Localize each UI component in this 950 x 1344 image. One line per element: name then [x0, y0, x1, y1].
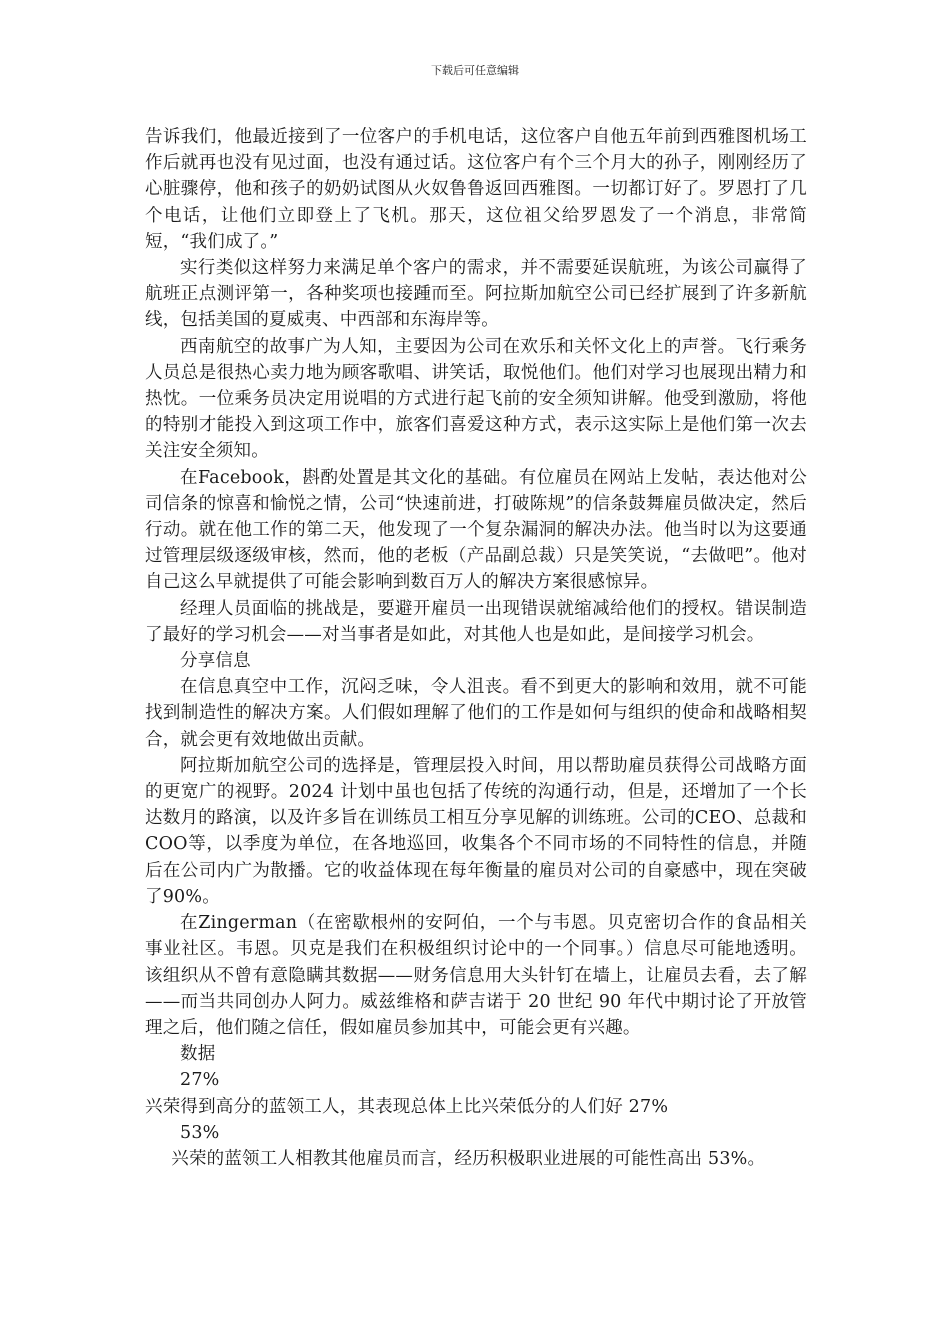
paragraph-4: 在Facebook，斟酌处置是其文化的基础。有位雇员在网站上发帖，表达他对公司信条的惊喜和愉悦之情，公司“快速前进，打破陈规”的信条鼓舞雇员做决定，然后行动。就在他工作的第二天，他发现了一个复杂漏洞的解决办法。他当时以为这要通过管理层级逐级审核，然而，他的老板（产品副总裁）只是笑笑说，“去做吧”。他对自己这么早就提供了可能会影响到数百万人的解决方案很感惊异。: [145, 467, 807, 593]
paragraph-2: 实行类似这样努力来满足单个客户的需求，并不需要延误航班，为该公司赢得了航班正点测评第一，各种奖项也接踵而至。阿拉斯加航空公司已经扩展到了许多新航线，包括美国的夏威夷、中西部和东海岸等。: [145, 258, 807, 331]
section-heading-data: 数据: [180, 1044, 216, 1065]
paragraph-7: 阿拉斯加航空公司的选择是，管理层投入时间，用以帮助雇员获得公司战略方面的更宽广的视野。2024 计划中虽也包括了传统的沟通行动，但是，还增加了一个长达数月的路演，以及许多旨在训练员工相互分享见解的训练班。公司的CEO、总裁和COO等，以季度为单位，在各地巡回，收集各个不同市场的不同特性的信息，并随后在公司内广为散播。它的收益体现在每年衡量的雇员对公司的自豪感中，现在突破了90%。: [145, 755, 807, 907]
stat-1-description: 兴荣得到高分的蓝领工人，其表现总体上比兴荣低分的人们好 27%: [145, 1096, 669, 1117]
paragraph-8: 在Zingerman（在密歇根州的安阿伯，一个与韦恩。贝克密切合作的食品相关事业社区。韦恩。贝克是我们在积极组织讨论中的一个同事。）信息尽可能地透明。该组织从不曾有意隐瞒其数据——财务信息用大头针钉在墙上，让雇员去看，去了解——而当共同创办人阿力。威兹维格和萨吉诺于 20 世纪 90 年代中期讨论了开放管理之后，他们随之信任，假如雇员参加其中，可能会更有兴趣。: [145, 913, 807, 1038]
paragraph-6: 在信息真空中工作，沉闷乏味，令人沮丧。看不到更大的影响和效用，就不可能找到制造性的解决方案。人们假如理解了他们的工作是如何与组织的使命和战略相契合，就会更有效地做出贡献。: [145, 677, 807, 750]
paragraph-3: 西南航空的故事广为人知，主要因为公司在欢乐和关怀文化上的声誉。飞行乘务人员总是很热心卖力地为顾客歌唱、讲笑话，取悦他们。他们对学习也展现出精力和热忱。一位乘务员决定用说唱的方式进行起飞前的安全须知讲解。他受到激励，将他的特别才能投入到这项工作中，旅客们喜爱这种方式，表示这实际上是他们第一次去关注安全须知。: [145, 336, 807, 462]
document-body: [145, 124, 807, 1172]
paragraph-1: 告诉我们，他最近接到了一位客户的手机电话，这位客户自他五年前到西雅图机场工作后就再也没有见过面，也没有通过话。这位客户有个三个月大的孙子，刚刚经历了心脏骤停，他和孩子的奶奶试图从火奴鲁鲁返回西雅图。一切都订好了。罗恩打了几个电话，让他们立即登上了飞机。那天，这位祖父给罗恩发了一个消息，非常简短，“我们成了。”: [145, 127, 807, 252]
stat-2-value: 53%: [180, 1122, 220, 1143]
stat-2-description: 兴荣的蓝领工人相教其他雇员而言，经历积极职业进展的可能性高出 53%。: [171, 1148, 766, 1169]
paragraph-5: 经理人员面临的挑战是，要避开雇员一出现错误就缩减给他们的授权。错误制造了最好的学习机会——对当事者是如此，对其他人也是如此，是间接学习机会。: [145, 598, 807, 645]
stat-1-value: 27%: [180, 1070, 220, 1091]
page-header-note: 下载后可任意编辑: [431, 64, 519, 77]
section-heading-share-info: 分享信息: [180, 651, 251, 672]
